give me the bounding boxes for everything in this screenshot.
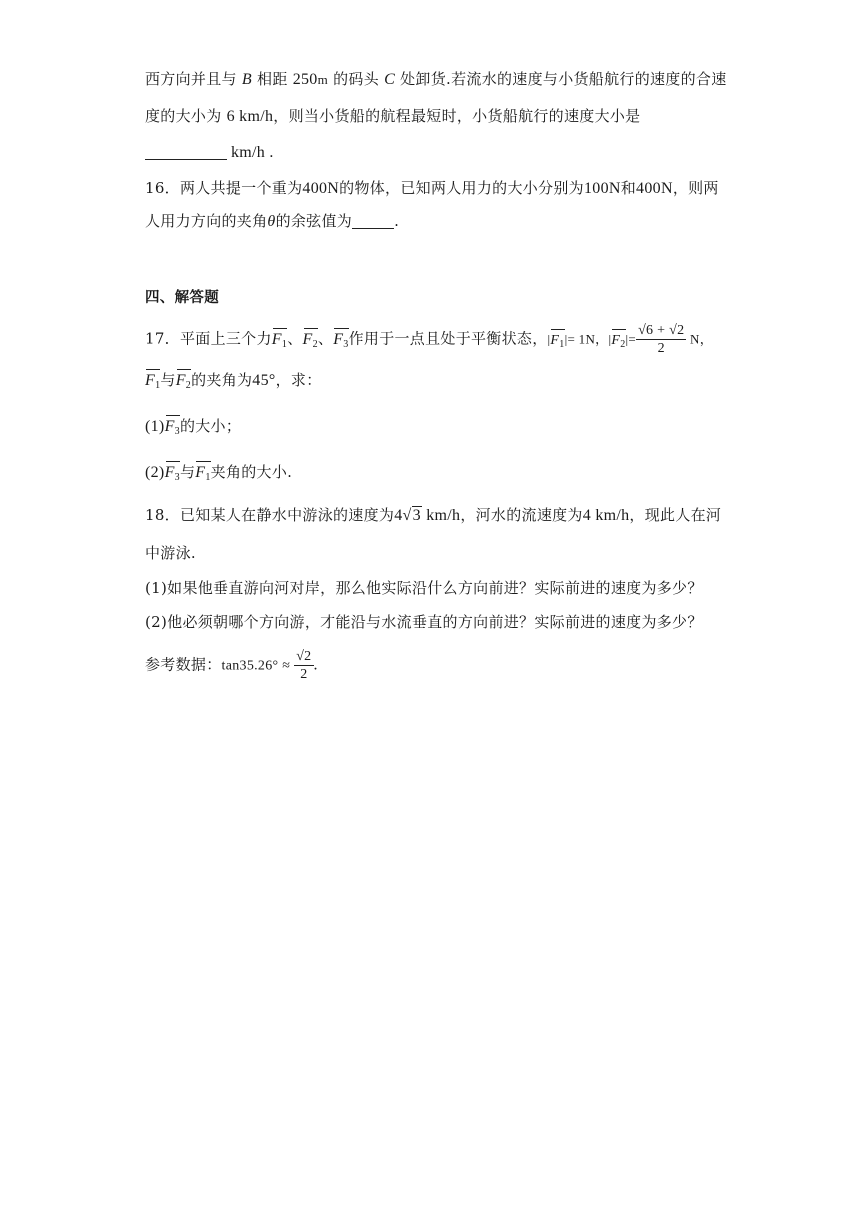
part-label: (1) <box>145 418 165 435</box>
ref-fraction: $\frac{√2}{2}$ <box>296 649 312 682</box>
unit-m: m <box>317 72 329 87</box>
text: ，求： <box>275 371 322 389</box>
theta-symbol: θ <box>267 213 276 230</box>
text: 与 <box>179 463 196 481</box>
q18-part-2: (2)他必须朝哪个方向游，才能沿与水流垂直的方向前进？实际前进的速度为多少？ <box>145 613 703 631</box>
answer-blank <box>352 212 394 229</box>
point-b: B <box>241 71 252 88</box>
answer-blank <box>145 143 227 160</box>
unit-kmh: km/h . <box>231 144 274 161</box>
vector-f3: $F_3$ <box>333 325 348 357</box>
vector-f1: $F_1$ <box>145 366 160 398</box>
magnitude-f1: |= 1N， <box>564 331 609 347</box>
vector-f2: $F_2$ <box>176 366 191 398</box>
text: |= <box>625 331 637 347</box>
text: ，则当小货船的航程最短时，小货船航行的速度大小是 <box>273 107 641 125</box>
river-speed: 4 km/h <box>582 507 630 524</box>
speed-value: 6 km/h <box>226 108 274 125</box>
text: ，现此人在河 <box>629 506 722 524</box>
q15-line-2 <box>145 104 640 129</box>
text: 西方向并且与 <box>145 70 242 88</box>
part-label: (2) <box>145 464 165 481</box>
text: 相距 <box>251 70 293 88</box>
text: 、 <box>317 329 334 348</box>
text: 16．两人共提一个重为 <box>145 179 303 197</box>
force-1-value: 100N <box>583 180 621 197</box>
q17-line-1 <box>145 322 713 357</box>
vector-f1: $F_1$ <box>550 326 564 357</box>
text: 处卸货.若流水的速度与小货船航行的速度的合速 <box>395 70 727 88</box>
vector-f3: $F_3$ <box>165 412 180 444</box>
q15-line-3 <box>145 140 274 165</box>
text: 度的大小为 <box>145 107 227 125</box>
text: 作用于一点且处于平衡状态， <box>348 329 548 348</box>
q18-reference <box>145 648 318 683</box>
weight-value: 400N <box>302 180 340 197</box>
abs-bar: | <box>547 331 551 347</box>
text: 夹角的大小. <box>210 463 293 481</box>
distance-value: 250 <box>292 71 318 88</box>
vector-f3: $F_3$ <box>165 458 180 490</box>
text: 18．已知某人在静水中游泳的速度为 <box>145 506 395 524</box>
force-2-value: 400N <box>636 180 673 197</box>
text: 的大小； <box>179 417 242 435</box>
text: 、 <box>287 329 303 348</box>
text: 的码头 <box>328 70 385 88</box>
magnitude-f2-fraction: $\frac{√6 + √2}{2}$ <box>638 323 685 356</box>
q15-line-1 <box>145 67 727 92</box>
angle-value: 45° <box>252 372 276 389</box>
q17-part-2 <box>145 458 292 490</box>
vector-f2: $F_2$ <box>303 325 318 357</box>
q16-line-1 <box>145 176 719 201</box>
vector-f2: $F_2$ <box>611 326 625 357</box>
text: 的物体，已知两人用力的大小分别为 <box>339 179 584 197</box>
text: ，河水的流速度为 <box>460 506 583 524</box>
q18-part-1: (1)如果他垂直游向河对岸，那么他实际沿什么方向前进？实际前进的速度为多少？ <box>145 579 703 597</box>
tan-expression: tan35.26° ≈ <box>221 658 291 674</box>
q18-line-2: 中游泳. <box>145 544 196 562</box>
swim-speed: 4√3 km/h <box>394 507 461 524</box>
abs-bar: | <box>608 331 612 347</box>
text: 的夹角为 <box>191 371 253 389</box>
text: 与 <box>160 371 176 389</box>
text: ，则两 <box>672 179 719 197</box>
q16-line-2 <box>145 209 399 234</box>
text: 的余弦值为 <box>275 212 353 230</box>
text: 人用力方向的夹角 <box>145 212 268 230</box>
point-c: C <box>384 71 396 88</box>
q17-part-1 <box>145 412 241 444</box>
unit-n: N， <box>686 331 713 347</box>
vector-f1: $F_1$ <box>195 458 210 490</box>
text: 参考数据： <box>145 655 222 674</box>
text: 17．平面上三个力 <box>145 329 272 348</box>
vector-f1: $F_1$ <box>272 325 287 357</box>
text: 和 <box>620 179 637 197</box>
q17-line-2 <box>145 366 322 398</box>
text: . <box>313 656 318 674</box>
section-heading: 四、解答题 <box>145 290 219 306</box>
text: . <box>394 212 400 230</box>
q18-line-1 <box>145 503 721 528</box>
